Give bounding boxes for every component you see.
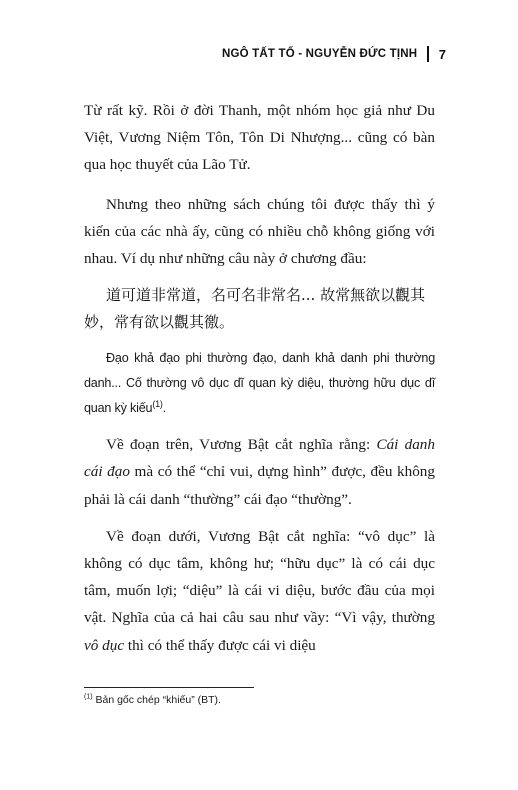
running-header — [222, 46, 446, 62]
paragraph-3 — [84, 431, 435, 513]
running-header-title: NGÔ TẤT TỐ - NGUYỄN ĐỨC TỊNH — [221, 48, 418, 60]
footnote-reference: (1) — [152, 399, 163, 410]
transliteration-quote — [84, 346, 435, 421]
paragraph-3-emphasis: Cái danh cái đạo — [84, 436, 435, 481]
footnote-text: Bản gốc chép “khiếu” (BT). — [92, 694, 221, 706]
transliteration-end: . — [162, 401, 167, 416]
page-body — [84, 97, 435, 659]
header-divider — [427, 46, 429, 62]
paragraph-2: Nhưng theo những sách chúng tôi được thấy thì ý kiến của các nhà ấy, cũng có nhiều chỗ không giống với nhau. Ví dụ như những câu này ở chương đầu: — [84, 195, 435, 268]
paragraph-3-text-b: mà có thể “chỉ vui, dựng hình” được, đều không phải là cái danh “thường” cái đạo “thường”. — [84, 463, 435, 508]
page-number: 7 — [438, 46, 446, 62]
transliteration-text: Đạo khả đạo phi thường đạo, danh khả danh phi thường danh... Cố thường vô dục dĩ quan kỳ diệu, thường hữu dục dĩ quan kỳ kiếu — [84, 351, 435, 416]
paragraph-4-text-a: Về đoạn dưới, Vương Bật cắt nghĩa: “vô dục” là không có dục tâm, không hư; “hữu dục” là có cái dục tâm, muốn lợi; “diệu” là cái vi diệu, bước đầu của mọi vật. Nghĩa của cả hai câu sau như vầy: “Vì vậy, thường — [84, 527, 435, 627]
paragraph-4-text-b: thì có thể thấy được cái vi diệu — [124, 636, 316, 654]
paragraph-4 — [84, 523, 435, 659]
footnote — [84, 694, 221, 706]
paragraph-4-emphasis: vô dục — [84, 636, 125, 654]
paragraph-3-text-a: Về đoạn trên, Vương Bật cắt nghĩa rằng: — [106, 436, 377, 454]
chinese-quote: 道可道非常道，名可名非常名... 故常無欲以觀其妙，常有欲以觀其徼。 — [84, 286, 426, 332]
footnote-divider — [84, 687, 254, 688]
paragraph-1: Từ rất kỹ. Rồi ở đời Thanh, một nhóm học giả như Du Việt, Vương Niệm Tôn, Tôn Di Nhượng... cũng có bàn qua học thuyết của Lão Tử. — [84, 102, 435, 174]
footnote-mark: (1) — [84, 693, 93, 701]
